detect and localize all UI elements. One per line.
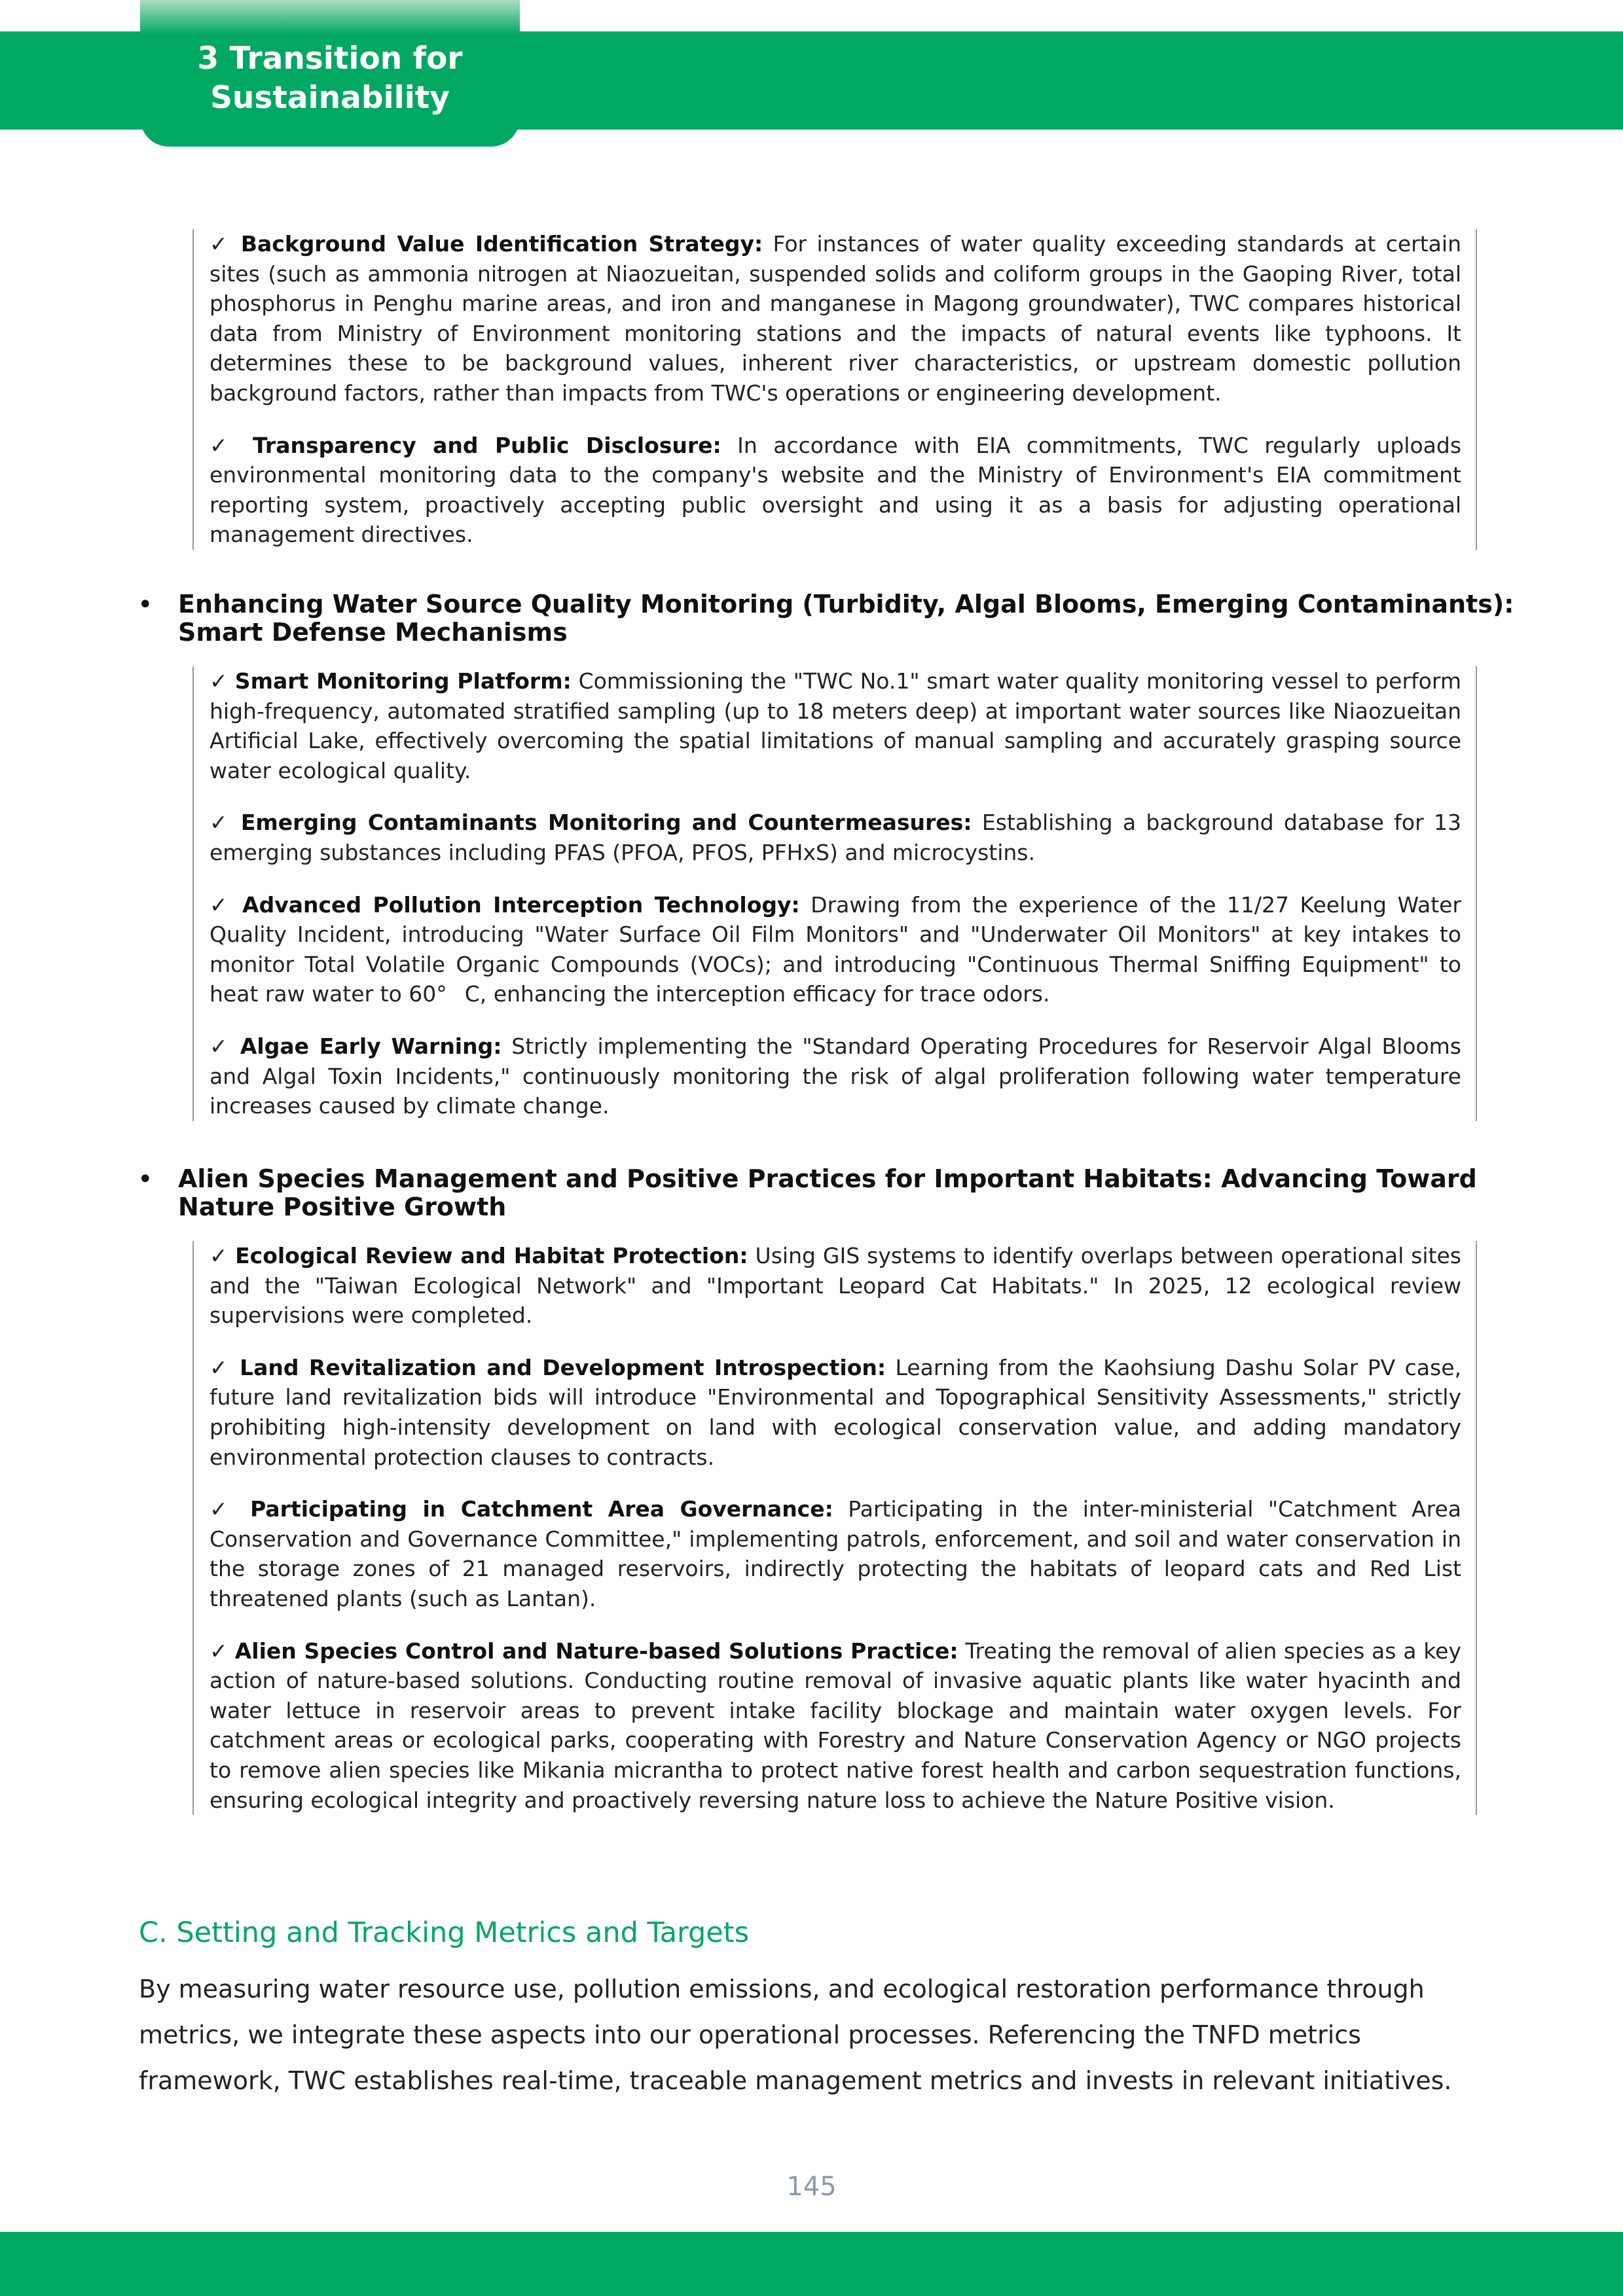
background-strategy-block (192, 229, 1477, 550)
item-label: Algae Early Warning: (240, 1033, 502, 1059)
list-item (210, 431, 1461, 550)
bullet-icon: • (137, 1164, 153, 1194)
list-item (210, 1241, 1461, 1331)
bullet-heading: Alien Species Management and Positive Practices for Important Habitats: Advancing Toward Nature Positive Growth (178, 1164, 1477, 1221)
bullet-heading: Enhancing Water Source Quality Monitoring (Turbidity, Algal Blooms, Emerging Contaminants): Smart Defense Mechanisms (178, 590, 1514, 647)
section-c-paragraph: By measuring water resource use, pollution emissions, and ecological restoration performance through metrics, we integrate these aspects into our operational processes. Referencing the TNFD metrics framework, TWC establishes real-time, traceable management metrics and invests in relevant initiatives. (139, 1975, 1452, 2095)
item-label: Smart Monitoring Platform: (234, 668, 572, 694)
section-title: 3 Transition for Sustainability (197, 41, 463, 116)
list-item (210, 666, 1461, 785)
item-label: Transparency and Public Disclosure: (253, 432, 721, 458)
check-mark: ✓ (210, 1496, 251, 1522)
item-text: Participating in the inter-ministerial "Catchment Area Conservation and Governance Committee," implementing patrols, enforcement, and soil and water conservation in the storage zones of 21 managed reservoirs, indirectly protecting the habitats of leopard cats and Red List threatened plants (such as Lantan). (210, 1496, 1461, 1611)
item-label: Background Value Identification Strategy: (240, 231, 763, 257)
footer-bar (0, 2232, 1623, 2296)
list-item (210, 229, 1461, 408)
item-label: Ecological Review and Habitat Protection: (235, 1243, 748, 1268)
check-mark: ✓ (210, 668, 235, 694)
alien-species-block (192, 1241, 1477, 1815)
list-item (210, 808, 1461, 867)
item-text: Using GIS systems to identify overlaps between operational sites and the "Taiwan Ecological Network" and "Important Leopard Cat Habitats." In 2025, 12 ecological review supervisions were completed. (210, 1243, 1461, 1329)
section-c-heading: C. Setting and Tracking Metrics and Targets (139, 1916, 749, 1949)
item-text: Commissioning the "TWC No.1" smart water quality monitoring vessel to perform high-frequency, automated stratified sampling (up to 18 meters deep) at important water sources like Niaozueitan Artificial Lake, effectively overcoming the spatial limitations of manual sampling and accurately grasping source water ecological quality. (210, 668, 1461, 783)
check-mark: ✓ (210, 231, 241, 257)
item-text: Strictly implementing the "Standard Operating Procedures for Reservoir Algal Blooms and Algal Toxin Incidents," continuously monitoring the risk of algal proliferation following water temperature increases caused by climate change. (210, 1033, 1461, 1119)
item-label: Land Revitalization and Development Introspection: (240, 1354, 886, 1380)
item-label: Emerging Contaminants Monitoring and Countermeasures: (240, 810, 972, 836)
item-label: Alien Species Control and Nature-based Solutions Practice: (234, 1638, 958, 1664)
list-item (210, 1031, 1461, 1121)
item-text: In accordance with EIA commitments, TWC regularly uploads environmental monitoring data to the company's website and the Ministry of Environment's EIA commitment reporting system, proactively accepting public oversight and using it as a basis for adjusting operational management directives. (210, 432, 1462, 548)
item-text: For instances of water quality exceeding standards at certain sites (such as ammonia nitrogen at Niaozueitan, suspended solids and coliform groups in the Gaoping River, total phosphorus in Penghu marine areas, and iron and manganese in Magong groundwater), TWC compares historical data from Ministry of Environment monitoring stations and the impacts of natural events like typhoons. It determines these to be background values, inherent river characteristics, or upstream domestic pollution background factors, rather than impacts from TWC's operations or engineering development. (210, 231, 1461, 406)
list-item (210, 890, 1461, 1009)
item-text: Establishing a background database for 13 emerging substances including PFAS (PFOA, PFOS, PFHxS) and microcystins. (210, 810, 1461, 865)
list-item (210, 1353, 1461, 1472)
check-mark: ✓ (210, 1354, 240, 1380)
page-number: 145 (786, 2172, 837, 2202)
item-label: Advanced Pollution Interception Technology: (242, 891, 800, 918)
check-mark: ✓ (210, 1033, 240, 1059)
item-text: Learning from the Kaohsiung Dashu Solar PV case, future land revitalization bids will introduce "Environmental and Topographical Sensitivity Assessments," strictly prohibiting high-intensity development on land with ecological conservation value, and adding mandatory environmental protection clauses to contracts. (210, 1354, 1461, 1470)
item-text: Drawing from the experience of the 11/27 Keelung Water Quality Incident, introducing "Water Surface Oil Film Monitors" and "Underwater Oil Monitors" at key intakes to monitor Total Volatile Organic Compounds (VOCs); and introducing "Continuous Thermal Sniffing Equipment" to heat raw water to 60° C, enhancing the interception efficacy for trace odors. (210, 891, 1461, 1007)
check-mark: ✓ (210, 891, 243, 918)
check-mark: ✓ (210, 1243, 236, 1268)
item-text: Treating the removal of alien species as a key action of nature-based solutions. Conducting routine removal of invasive aquatic plants like water hyacinth and water lettuce in reservoir areas to prevent intake facility blockage and maintain water oxygen levels. For catchment areas or ecological parks, cooperating with Forestry and Nature Conservation Agency or NGO projects to remove alien species like Mikania micrantha to protect native forest health and carbon sequestration functions, ensuring ecological integrity and proactively reversing nature loss to achieve the Nature Positive vision. (210, 1638, 1461, 1813)
water-quality-block (192, 666, 1477, 1121)
item-label: Participating in Catchment Area Governance: (250, 1496, 833, 1522)
check-mark: ✓ (210, 1638, 235, 1664)
check-mark: ✓ (210, 810, 241, 836)
list-item (210, 1636, 1461, 1816)
bullet-icon: • (137, 590, 153, 620)
list-item (210, 1494, 1461, 1613)
check-mark: ✓ (210, 432, 253, 458)
